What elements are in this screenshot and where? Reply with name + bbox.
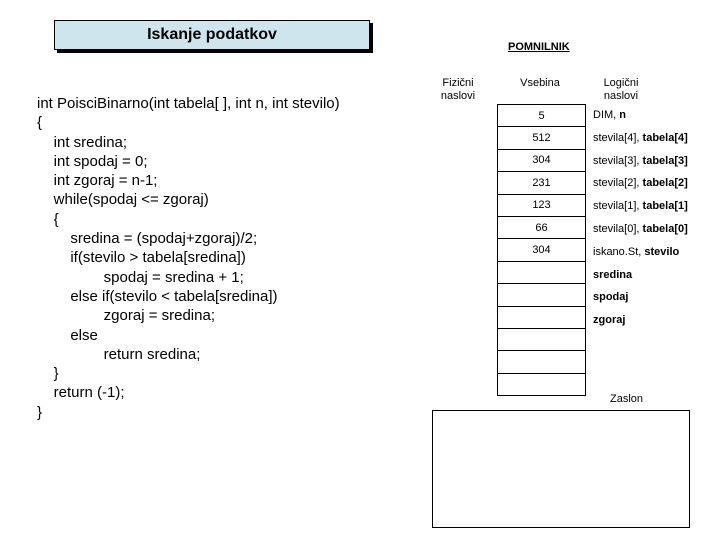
header-logical-addresses: Logični naslovi: [603, 77, 639, 102]
memory-row: [498, 105, 586, 127]
logical-label-plain: iskano.St: [593, 245, 639, 258]
header-physical-addresses: Fizični naslovi: [440, 77, 476, 102]
logical-label-bold: spodaj: [593, 291, 629, 304]
logical-label-plain: stevila[3]: [593, 154, 637, 167]
logical-label: [593, 127, 720, 150]
logical-label: [593, 104, 720, 127]
logical-label-bold: stevilo: [644, 245, 680, 258]
memory-cell: 512: [498, 127, 586, 149]
logical-addresses: [593, 104, 720, 332]
code-line: return (-1);: [37, 384, 125, 402]
logical-label: [593, 241, 720, 264]
screen-title: Zaslon: [610, 393, 644, 405]
logical-label: [593, 286, 720, 309]
memory-row: [498, 328, 586, 350]
code-line: else: [37, 326, 98, 344]
logical-label-plain: stevila[0]: [593, 222, 637, 235]
logical-label: [593, 218, 720, 241]
logical-label-separator: ,: [636, 222, 643, 235]
logical-label-bold: n: [619, 109, 627, 121]
logical-label-plain: DIM: [593, 109, 614, 121]
code-line: {: [37, 210, 59, 228]
memory-row: [498, 216, 586, 238]
code-block: [37, 94, 417, 422]
logical-label: [593, 309, 720, 332]
code-line: }: [37, 403, 43, 421]
memory-cell: [498, 351, 586, 373]
logical-label-separator: ,: [636, 177, 643, 190]
logical-label-bold: tabela[4]: [642, 131, 688, 144]
logical-label-separator: ,: [638, 245, 645, 258]
logical-label-bold: tabela[0]: [642, 222, 688, 235]
logical-label-bold: sredina: [593, 268, 633, 281]
code-line: while(spodaj <= zgoraj): [37, 191, 209, 209]
slide-title: Iskanje podatkov: [54, 20, 370, 50]
memory-cell: 304: [498, 149, 586, 171]
memory-row: [498, 149, 586, 171]
screen-box: [432, 410, 690, 528]
logical-label-separator: ,: [636, 200, 643, 213]
memory-row: [498, 194, 586, 216]
logical-label-bold: zgoraj: [593, 314, 626, 327]
memory-row: [498, 373, 586, 395]
code-line: {: [37, 114, 43, 132]
memory-cell: [498, 306, 586, 328]
memory-row: [498, 239, 586, 261]
memory-cell: 5: [498, 105, 586, 127]
memory-cell: [498, 373, 586, 395]
code-line: else if(stevilo < tabela[sredina]): [37, 287, 278, 305]
code-line: int sredina;: [37, 133, 128, 151]
memory-cell: 66: [498, 216, 586, 238]
memory-row: [498, 306, 586, 328]
code-line: return sredina;: [37, 345, 201, 363]
memory-table: [497, 104, 586, 396]
code-line: sredina = (spodaj+zgoraj)/2;: [37, 230, 258, 248]
memory-title: POMNILNIK: [508, 41, 570, 53]
logical-label-separator: ,: [636, 131, 643, 144]
code-line: zgoraj = sredina;: [37, 307, 215, 325]
logical-label-plain: stevila[2]: [593, 177, 637, 190]
memory-row: [498, 261, 586, 283]
logical-label-bold: tabela[1]: [642, 200, 688, 213]
code-line: if(stevilo > tabela[sredina]): [37, 249, 246, 267]
header-content: Vsebina: [520, 77, 560, 89]
logical-label: [593, 172, 720, 195]
logical-label-bold: tabela[2]: [642, 177, 688, 190]
logical-label: [593, 264, 720, 287]
code-line: int zgoraj = n-1;: [37, 172, 158, 190]
logical-label: [593, 195, 720, 218]
memory-cell: 231: [498, 172, 586, 194]
logical-label-separator: ,: [636, 154, 643, 167]
code-line: spodaj = sredina + 1;: [37, 268, 244, 286]
memory-cell: 304: [498, 239, 586, 261]
memory-row: [498, 127, 586, 149]
memory-cell: [498, 284, 586, 306]
logical-label-separator: ,: [613, 109, 620, 121]
memory-cell: [498, 328, 586, 350]
code-line: int PoisciBinarno(int tabela[ ], int n, int stevilo): [37, 95, 340, 112]
code-line: }: [37, 365, 59, 383]
memory-row: [498, 172, 586, 194]
logical-label: [593, 150, 720, 173]
logical-label-plain: stevila[1]: [593, 200, 637, 213]
memory-row: [498, 351, 586, 373]
logical-label-bold: tabela[3]: [642, 154, 688, 167]
logical-label-plain: stevila[4]: [593, 131, 637, 144]
code-line: int spodaj = 0;: [37, 152, 148, 170]
memory-row: [498, 284, 586, 306]
memory-cell: 123: [498, 194, 586, 216]
memory-cell: [498, 261, 586, 283]
